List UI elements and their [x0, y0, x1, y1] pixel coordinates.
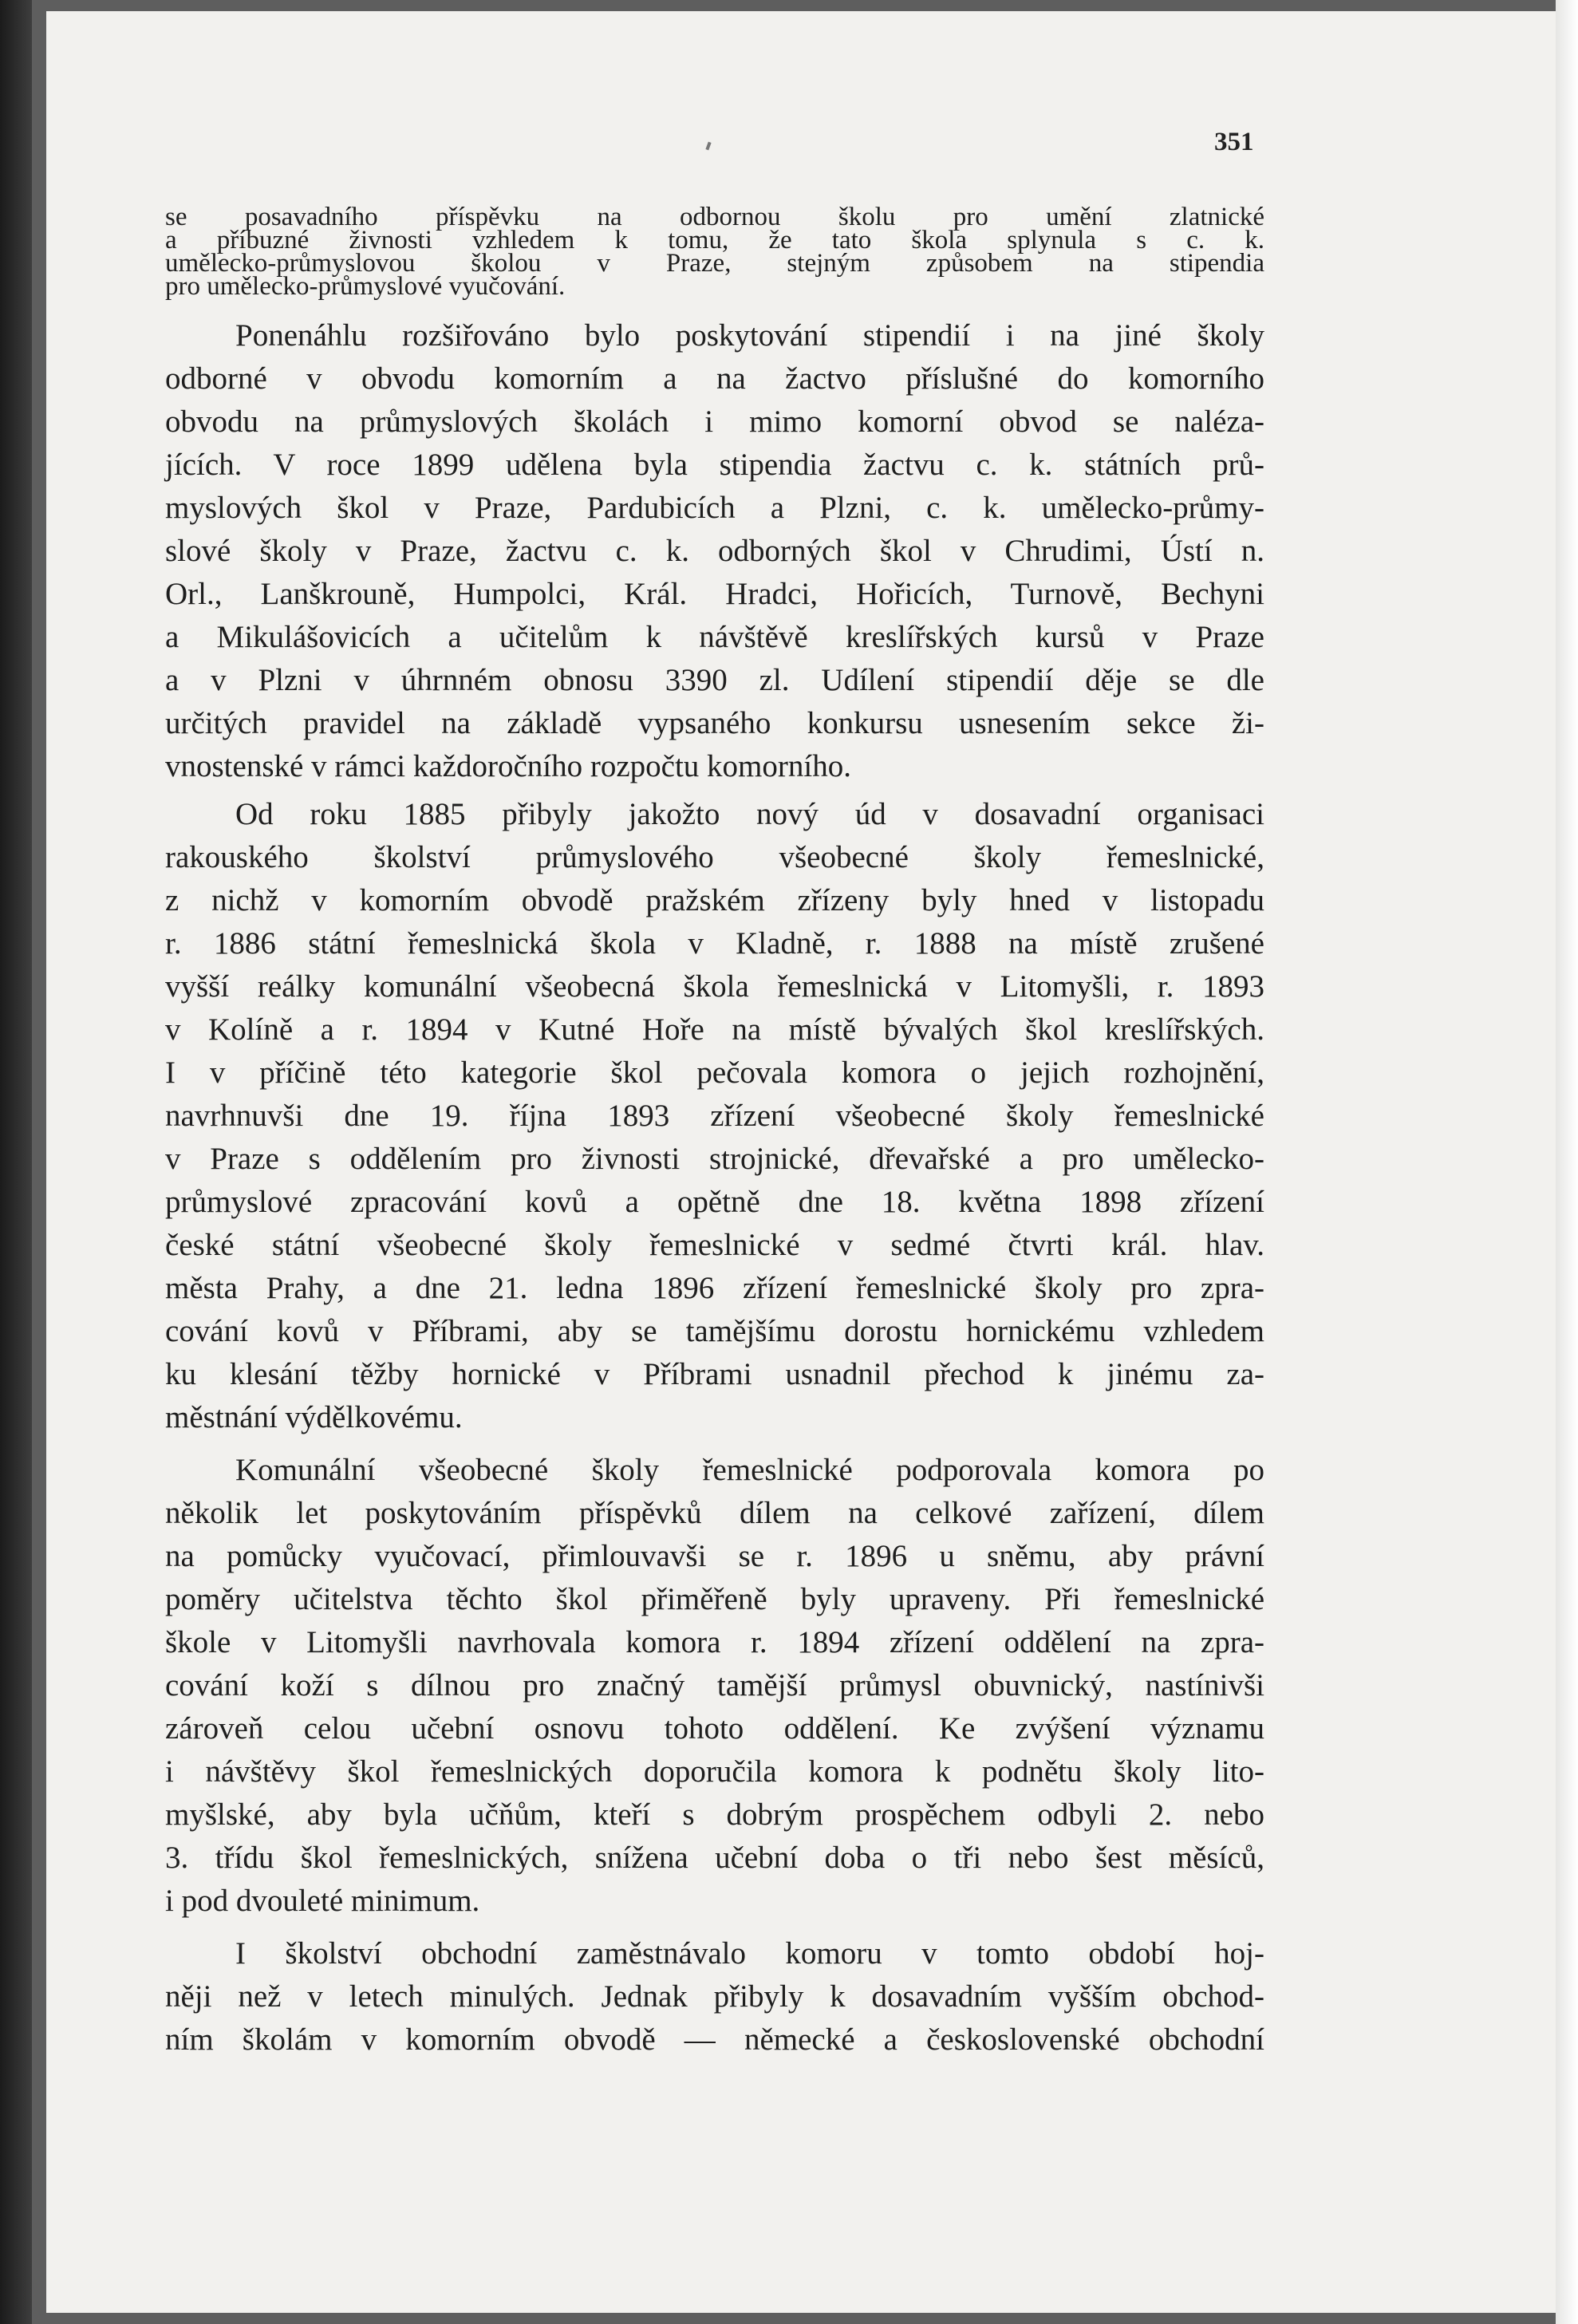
text-line: zároveň celou učební osnovu tohoto oddělení. Ke zvýšení významu: [165, 1711, 1264, 1746]
text-line: ku klesání těžby hornické v Příbrami usnadnil přechod k jinému za-: [165, 1357, 1264, 1391]
text-line: něji než v letech minulých. Jednak přibyly k dosavadním vyšším obchod-: [165, 1979, 1264, 2014]
text-line: města Prahy, a dne 21. ledna 1896 zřízení řemeslnické školy pro zpra-: [165, 1271, 1264, 1305]
text-line: vyšší reálky komunální všeobecná škola řemeslnická v Litomyšli, r. 1893: [165, 969, 1264, 1004]
body-text: [165, 203, 1264, 2062]
text-line: I v příčině této kategorie škol pečovala komora o jejich rozhojnění,: [165, 1055, 1264, 1090]
paragraph-3: [165, 793, 1264, 1439]
text-line: obvodu na průmyslových školách i mimo komorní obvod se nalézа-: [165, 404, 1264, 439]
text-line: české státní všeobecné školy řemeslnické v sedmé čtvrti král. hlav.: [165, 1228, 1264, 1262]
text-line: navrhnuvši dne 19. října 1893 zřízení všeobecné školy řemeslnické: [165, 1099, 1264, 1133]
paragraph-4: [165, 1449, 1264, 1923]
text-line: a v Plzni v úhrnném obnosu 3390 zl. Udílení stipendií děje se dle: [165, 663, 1264, 697]
paragraph-1: [165, 203, 1264, 301]
text-line: a příbuzné živnosti vzhledem k tomu, že tato škola splynula s c. k.: [165, 226, 1264, 254]
text-line: myšlské, aby byla učňům, kteří s dobrým prospěchem odbyli 2. nebo: [165, 1797, 1264, 1832]
text-line: umělecko-průmyslovou školou v Praze, stejným způsobem na stipendia: [165, 249, 1264, 278]
text-line: slové školy v Praze, žactvu c. k. odborných škol v Chrudimi, Ústí n.: [165, 534, 1264, 568]
text-line: i pod dvouleté minimum.: [165, 1884, 480, 1918]
text-line: Orl., Lanškrouně, Humpolci, Král. Hradci, Hořicích, Turnově, Bechyni: [165, 577, 1264, 611]
text-line: se posavadního příspěvku na odbornou školu pro umění zlatnické: [165, 203, 1264, 231]
text-line: škole v Litomyšli navrhovala komora r. 1894 zřízení oddělení na zpra-: [165, 1625, 1264, 1659]
text-line: a Mikulášovicích a učitelům k návštěvě kreslířských kursů v Praze: [165, 620, 1264, 654]
paragraph-2: [165, 314, 1264, 788]
text-line: průmyslové zpracování kovů a opětně dne 18. května 1898 zřízení: [165, 1185, 1264, 1219]
text-line: určitých pravidel na základě vypsaného konkursu usnesením sekce ži-: [165, 706, 1264, 740]
text-line: Ponenáhlu rozšiřováno bylo poskytování stipendií i na jiné školy: [235, 318, 1264, 353]
page-edge: [1556, 0, 1578, 2324]
text-line: na pomůcky vyučovací, přimlouvavši se r. 1896 u sněmu, aby právní: [165, 1539, 1264, 1573]
text-line: několik let poskytováním příspěvků dílem na celkové zařízení, dílem: [165, 1496, 1264, 1530]
text-line: poměry učitelstva těchto škol přiměřeně byly upraveny. Při řemeslnické: [165, 1582, 1264, 1616]
text-line: v Praze s oddělením pro živnosti strojnické, dřevařské a pro umělecko-: [165, 1142, 1264, 1176]
text-line: rakouského školství průmyslového všeobecné školy řemeslnické,: [165, 840, 1264, 874]
text-line: odborné v obvodu komorním a na žactvo příslušné do komorního: [165, 361, 1264, 396]
book-binding-edge: [0, 0, 32, 2324]
text-line: 3. třídu škol řemeslnických, snížena učební doba o tři nebo šest měsíců,: [165, 1841, 1264, 1875]
text-line: pro umělecko-průmyslové vyučování.: [165, 272, 566, 301]
text-line: Komunální všeobecné školy řemeslnické podporovala komora po: [235, 1453, 1264, 1487]
page-number: 351: [1214, 128, 1254, 156]
text-line: cování koží s dílnou pro značný tamější průmysl obuvnický, nastínivši: [165, 1668, 1264, 1703]
text-line: z nichž v komorním obvodě pražském zřízeny byly hned v listopadu: [165, 883, 1264, 917]
paragraph-5: [165, 1932, 1264, 2062]
text-line: r. 1886 státní řemeslnická škola v Kladně, r. 1888 na místě zrušené: [165, 926, 1264, 961]
text-line: jících. V roce 1899 udělena byla stipendia žactvu c. k. státních prů-: [165, 448, 1264, 482]
text-line: Od roku 1885 přibyly jakožto nový úd v dosavadní organisaci: [235, 797, 1264, 831]
text-line: i návštěvy škol řemeslnických doporučila komora k podnětu školy lito-: [165, 1754, 1264, 1789]
text-line: vnostenské v rámci každoročního rozpočtu komorního.: [165, 749, 851, 783]
text-line: myslových škol v Praze, Pardubicích a Plzni, c. k. umělecko-průmy-: [165, 491, 1264, 525]
text-line: městnání výdělkovému.: [165, 1400, 463, 1434]
text-line: v Kolíně a r. 1894 v Kutné Hoře na místě bývalých škol kreslířských.: [165, 1012, 1264, 1047]
text-line: cování kovů v Příbrami, aby se tamějšímu dorostu hornickému vzhledem: [165, 1314, 1264, 1348]
text-line: ním školám v komorním obvodě — německé a československé obchodní: [165, 2022, 1264, 2057]
text-line: I školství obchodní zaměstnávalo komoru v tomto období hoj-: [235, 1936, 1264, 1971]
